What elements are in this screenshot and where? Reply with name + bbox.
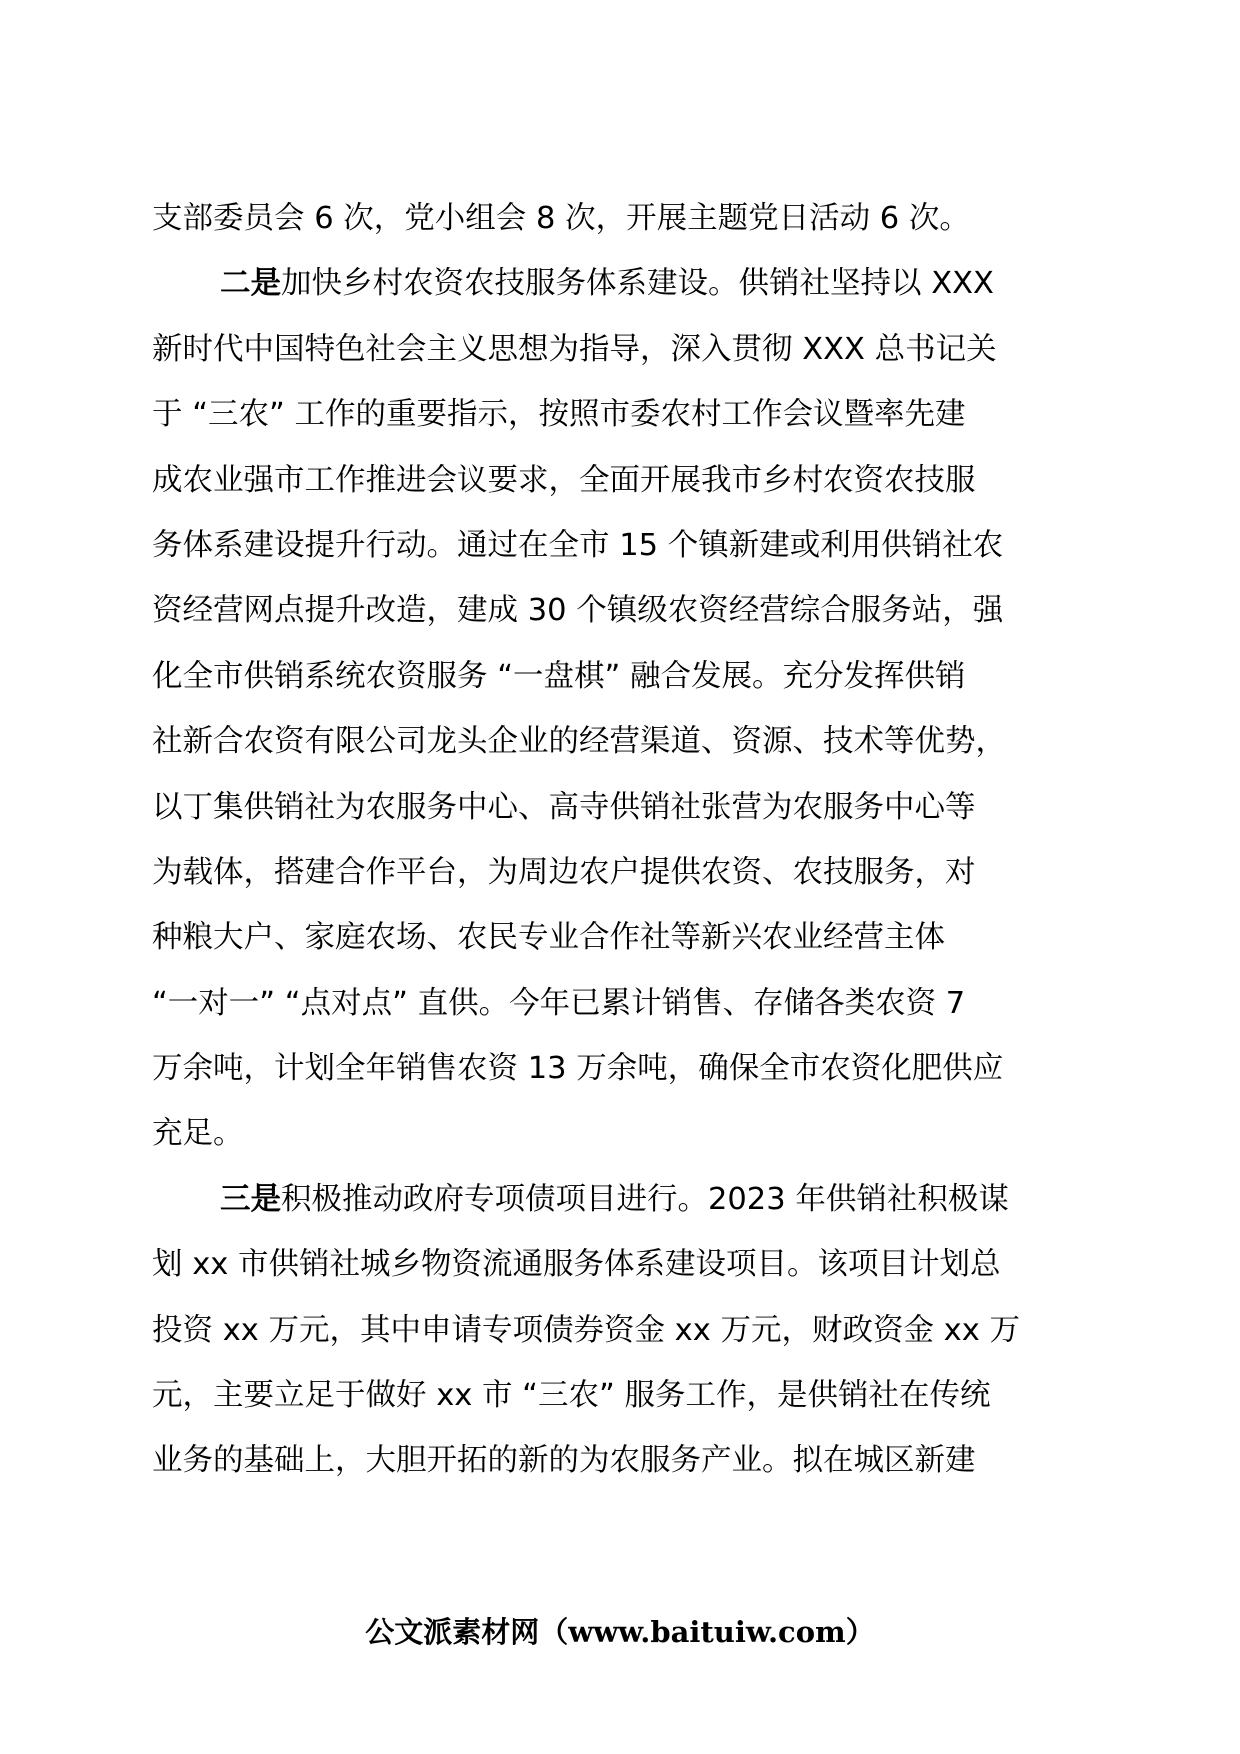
text-line: 种粮大户、家庭农场、农民专业合作社等新兴农业经营主体 (152, 920, 945, 956)
text-line: 充足。 (152, 1116, 244, 1152)
text-line: 元，主要立足于做好 xx 市 “三农” 服务工作，是供销社在传统 (152, 1378, 991, 1414)
paragraph-text: 积极推动政府专项债项目进行。2023 年供销社积极谋 (281, 1181, 1009, 1217)
paragraph-start-line (152, 251, 1092, 316)
text-line: 资经营网点提升改造，建成 30 个镇级农资经营综合服务站，强 (152, 593, 1004, 629)
text-line: 新时代中国特色社会主义思想为指导，深入贯彻 XXX 总书记关 (152, 331, 997, 367)
paragraph-lead: 三是 (220, 1181, 281, 1217)
text-line: 化全市供销系统农资服务 “一盘棋” 融合发展。充分发挥供销 (152, 658, 966, 694)
text-line: 为载体，搭建合作平台，为周边农户提供农资、农技服务，对 (152, 854, 976, 890)
text-line: 划 xx 市供销社城乡物资流通服务体系建设项目。该项目计划总 (152, 1247, 1001, 1283)
text-line: 万余吨，计划全年销售农资 13 万余吨，确保全市农资化肥供应 (152, 1051, 1004, 1087)
text-line: “一对一” “点对点” 直供。今年已累计销售、存储各类农资 7 (152, 985, 966, 1021)
text-line: 业务的基础上，大胆开拓的新的为农服务产业。拟在城区新建 (152, 1443, 976, 1479)
footer-watermark: 公文派素材网（www.baituiw.com） (365, 1615, 875, 1649)
paragraph-text: 加快乡村农资农技服务体系建设。供销社坚持以 XXX (281, 266, 994, 302)
text-line: 支部委员会 6 次，党小组会 8 次，开展主题党日活动 6 次。 (152, 201, 970, 236)
text-line: 以丁集供销社为农服务中心、高寺供销社张营为农服务中心等 (152, 789, 976, 825)
paragraph-lead: 二是 (220, 266, 281, 302)
text-line: 投资 xx 万元，其中申请专项债券资金 xx 万元，财政资金 xx 万 (152, 1312, 1020, 1348)
text-line: 务体系建设提升行动。通过在全市 15 个镇新建或利用供销社农 (152, 527, 1004, 563)
text-line: 于 “三农” 工作的重要指示，按照市委农村工作会议暨率先建 (152, 397, 966, 433)
paragraph-start-line (152, 1167, 1092, 1232)
document-body (152, 186, 1092, 1494)
text-line: 成农业强市工作推进会议要求，全面开展我市乡村农资农技服 (152, 462, 976, 498)
text-line: 社新合农资有限公司龙头企业的经营渠道、资源、技术等优势， (152, 724, 1006, 760)
